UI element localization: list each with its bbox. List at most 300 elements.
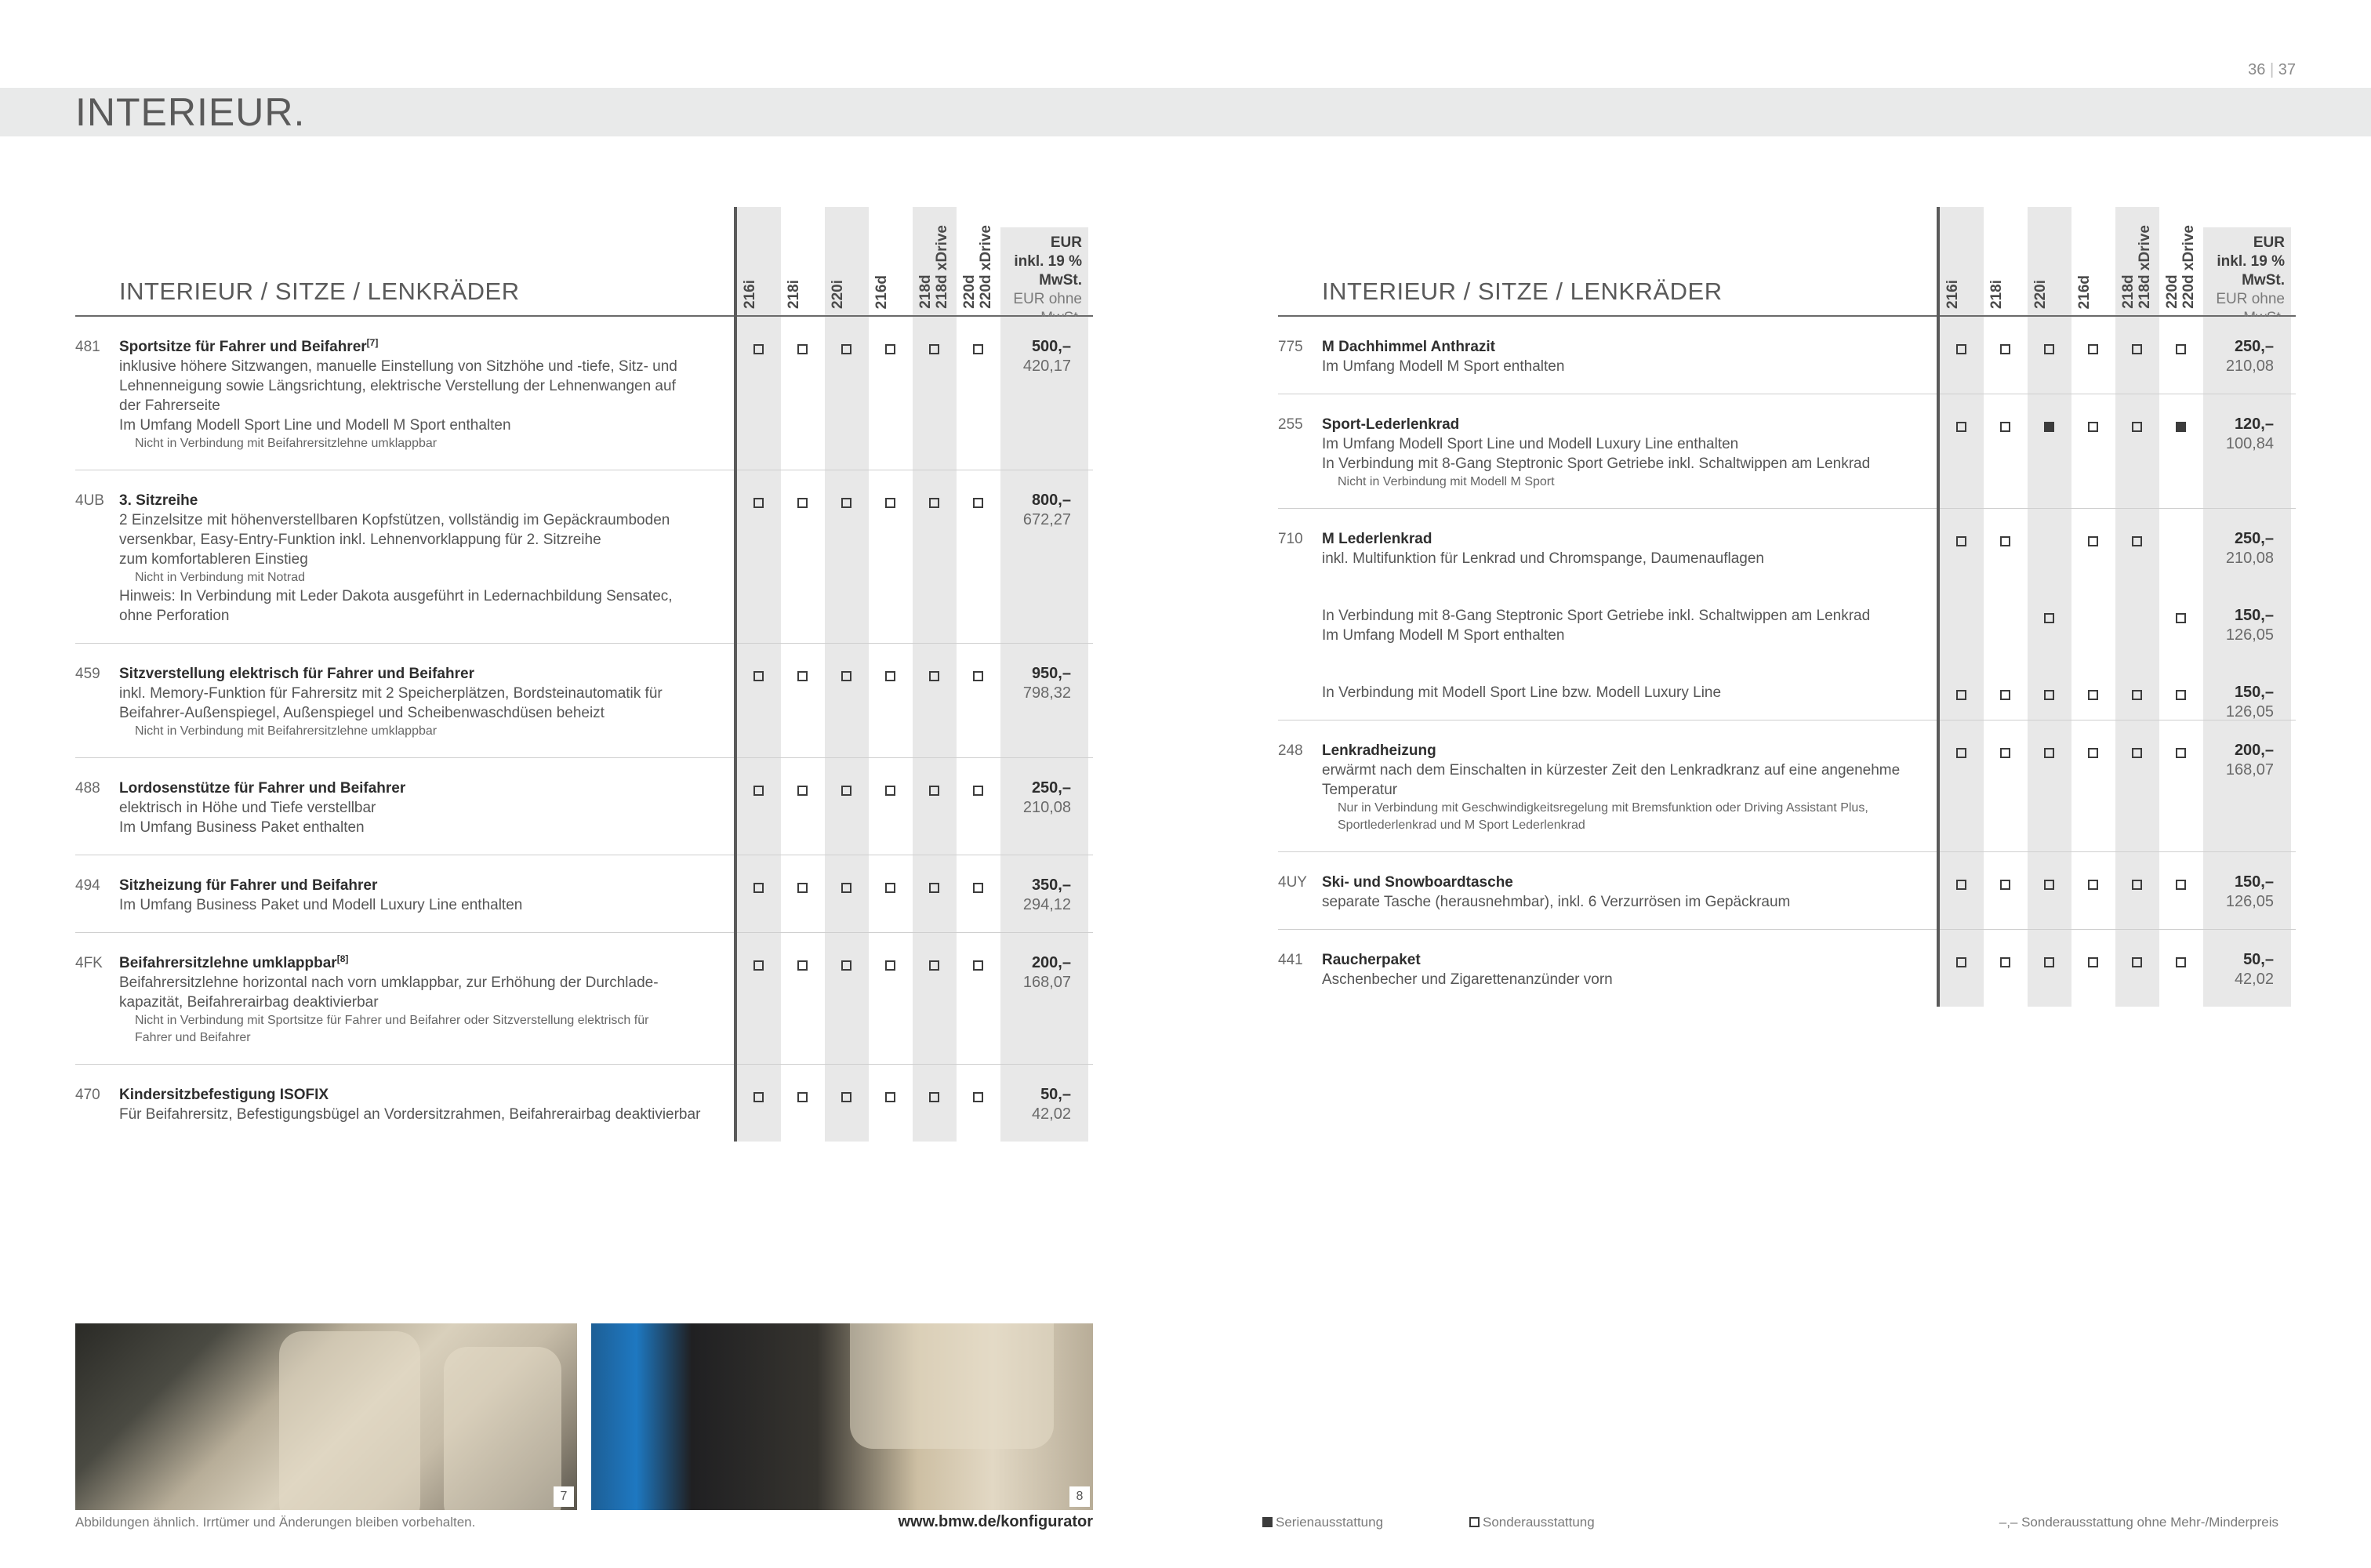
disclaimer: Abbildungen ähnlich. Irrtümer und Änderungen bleiben vorbehalten. [75,1515,476,1530]
column-header [1940,207,1984,315]
row-content [75,470,1093,643]
price-header-net: EUR ohne [1013,291,1082,307]
option-detail: inkl. Memory-Funktion für Fahrersitz mit 2 Speicherplätzen, Bordsteinautomatik für [119,685,663,702]
price-gross: 150,– [2234,873,2274,891]
optional-equipment-checkbox[interactable] [973,960,983,971]
optional-equipment-checkbox[interactable] [885,786,895,796]
table-row [1278,394,2296,509]
option-price [1000,876,1088,915]
table-row [75,758,1093,855]
option-description [1322,741,1933,834]
row-content [75,1065,1093,1142]
optional-equipment-checkbox[interactable] [797,344,808,354]
optional-equipment-checkbox[interactable] [841,671,851,681]
option-detail: inkl. Multifunktion für Lenkrad und Chromspange, Daumenauflagen [1322,550,1764,567]
option-name-line [1322,529,1933,549]
standard-equipment-mark [2176,422,2186,432]
price-net: 210,08 [1022,799,1071,816]
optional-equipment-checkbox[interactable] [753,671,764,681]
option-code: 710 [1278,531,1303,547]
optional-equipment-checkbox[interactable] [973,498,983,508]
option-price [1000,491,1088,530]
optional-equipment-checkbox[interactable] [753,344,764,354]
footnote-ref: [7] [366,336,379,348]
optional-equipment-checkbox[interactable] [2176,613,2186,623]
optional-equipment-checkbox[interactable] [2000,422,2010,432]
price-gross: 950,– [1031,665,1071,682]
optional-equipment-checkbox[interactable] [797,671,808,681]
option-price [1000,664,1088,703]
option-name-line [119,876,731,895]
option-price [1000,337,1088,376]
column-header [737,207,781,315]
optional-equipment-checkbox[interactable] [2000,957,2010,967]
option-name-line [119,1085,731,1105]
price-header-gross: EUR inkl. 19 % MwSt. [1014,234,1082,289]
option-name: Raucherpaket [1322,952,1421,968]
optional-equipment-checkbox[interactable] [885,1092,895,1102]
option-detail: Für Beifahrersitz, Befestigungsbügel an Vordersitzrahmen, Beifahrerairbag deaktivierbar [119,1106,701,1123]
column-header [2028,207,2071,315]
option-detail: Beifahrersitzlehne horizontal nach vorn umklappbar, zur Erhöhung der Durchlade- [119,975,659,991]
row-content [1278,586,2296,662]
option-code: 481 [75,339,100,355]
optional-equipment-checkbox[interactable] [2000,344,2010,354]
optional-equipment-checkbox[interactable] [2000,690,2010,700]
option-detail: inklusive höhere Sitzwangen, manuelle Einstellung von Sitzhöhe und -tiefe, Sitz- und [119,358,677,375]
optional-equipment-checkbox[interactable] [2176,690,2186,700]
option-name: Ski- und Snowboardtasche [1322,874,1513,891]
table-row [75,933,1093,1065]
option-code: 488 [75,780,100,797]
page-title: INTERIEUR. [75,90,306,134]
optional-equipment-checkbox[interactable] [929,671,939,681]
price-net: 42,02 [2234,971,2274,988]
page-numbers [2248,61,2296,79]
table-row [1278,509,2296,586]
column-header-label: 216i [742,280,758,309]
optional-equipment-checkbox[interactable] [797,883,808,893]
optional-equipment-checkbox[interactable] [885,671,895,681]
optional-equipment-checkbox[interactable] [1956,422,1966,432]
row-content [1278,317,2296,394]
optional-equipment-checkbox[interactable] [2132,748,2142,758]
column-header-label: 220i [2032,280,2049,309]
option-detail: In Verbindung mit 8-Gang Steptronic Sport Getriebe inkl. Schaltwippen am Lenkrad [1322,608,1871,624]
price-gross: 500,– [1031,338,1071,355]
optional-equipment-checkbox[interactable] [929,1092,939,1102]
optional-equipment-checkbox[interactable] [1956,344,1966,354]
option-detail: In Verbindung mit 8-Gang Steptronic Sport Getriebe inkl. Schaltwippen am Lenkrad [1322,456,1871,472]
price-gross: 250,– [2234,338,2274,355]
column-header [781,207,825,315]
option-price [1000,953,1088,993]
footnote-ref: [8] [336,953,349,964]
price-gross: 50,– [2243,951,2274,968]
optional-equipment-checkbox[interactable] [2044,957,2054,967]
optional-equipment-checkbox[interactable] [2132,957,2142,967]
column-header [2159,207,2203,315]
page-number-left: 36 [2248,61,2266,78]
option-description [119,337,731,452]
optional-equipment-checkbox[interactable] [973,344,983,354]
option-description [1322,415,1933,491]
option-name: Lordosenstütze für Fahrer und Beifahrer [119,780,406,797]
row-content [1278,852,2296,929]
table-row [75,1065,1093,1142]
seat-shape [850,1323,1054,1449]
page-number-separator: | [2269,61,2275,78]
option-price [2203,741,2291,780]
table-row [1278,852,2296,930]
optional-equipment-checkbox[interactable] [2044,748,2054,758]
optional-equipment-checkbox[interactable] [753,960,764,971]
column-header-label: 216i [1944,280,1961,309]
price-net: 210,08 [2225,550,2274,567]
price-net: 168,07 [2225,761,2274,779]
option-detail: Lehnenneigung sowie Längsrichtung, elektrische Verstellung der Lehnenwangen auf [119,378,676,394]
price-net: 420,17 [1022,358,1071,375]
option-description [1322,873,1933,912]
optional-equipment-checkbox[interactable] [929,344,939,354]
option-name-line [1322,741,1933,760]
row-content [1278,394,2296,508]
price-gross: 250,– [1031,779,1071,797]
optional-equipment-checkbox[interactable] [753,1092,764,1102]
optional-equipment-checkbox[interactable] [841,344,851,354]
price-net: 126,05 [2225,703,2274,720]
standard-equipment-mark [2044,422,2054,432]
optional-equipment-checkbox[interactable] [2132,344,2142,354]
optional-equipment-checkbox[interactable] [1956,957,1966,967]
optional-equipment-checkbox[interactable] [2132,880,2142,890]
optional-equipment-checkbox[interactable] [841,960,851,971]
option-name: Beifahrersitzlehne umklappbar [119,955,337,971]
row-content [1278,720,2296,851]
option-note: Fahrer und Beifahrer [135,1031,251,1044]
table-row [1278,317,2296,394]
footer-note: –,– Sonderausstattung ohne Mehr-/Minderpreis [1999,1515,2278,1530]
option-price [2203,337,2291,376]
option-name: M Lederlenkrad [1322,531,1432,547]
optional-equipment-checkbox[interactable] [797,1092,808,1102]
optional-equipment-checkbox[interactable] [973,1092,983,1102]
option-description [1322,606,1933,645]
option-price [1000,779,1088,818]
column-header-label: 216d [873,274,890,309]
option-code: 248 [1278,742,1303,759]
price-net: 672,27 [1022,511,1071,528]
optional-equipment-checkbox[interactable] [1956,748,1966,758]
price-net: 42,02 [1031,1105,1071,1123]
option-description [119,1085,731,1124]
optional-equipment-checkbox[interactable] [797,786,808,796]
option-name-line [119,953,731,973]
price-net: 100,84 [2225,435,2274,452]
optional-equipment-checkbox[interactable] [2132,690,2142,700]
optional-equipment-checkbox[interactable] [2044,613,2054,623]
configurator-link[interactable]: www.bmw.de/konfigurator [898,1513,1093,1530]
option-name: 3. Sitzreihe [119,492,198,509]
price-net: 210,08 [2225,358,2274,375]
row-content [1278,509,2296,586]
option-detail: Im Umfang Modell M Sport enthalten [1322,627,1565,644]
filled-square-icon [1262,1517,1273,1527]
interior-photo-seats [75,1323,577,1510]
price-net: 294,12 [1022,896,1071,913]
column-header [869,207,913,315]
table-row [1278,930,2296,1007]
price-net: 126,05 [2225,626,2274,644]
table-row [75,644,1093,758]
option-note: Nicht in Verbindung mit Beifahrersitzlehne umklappbar [135,437,438,450]
price-header [1000,227,1088,315]
option-code: 459 [75,666,100,682]
table-row [1278,586,2296,662]
table-body [1278,317,2296,1007]
legend-standard [1262,1515,1383,1530]
option-code: 441 [1278,952,1303,968]
option-detail: der Fahrerseite [119,397,220,414]
column-header-label: 218d 218d xDrive [2120,225,2153,309]
column-header-label: 218i [786,280,802,309]
legend-optional [1469,1515,1595,1530]
optional-equipment-checkbox[interactable] [2000,748,2010,758]
option-name-line [1322,873,1933,892]
option-detail: Beifahrer-Außenspiegel, Außenspiegel und Scheibenwaschdüsen beheizt [119,705,605,721]
option-detail: Hinweis: In Verbindung mit Leder Dakota ausgeführt in Ledernachbildung Sensatec, [119,588,673,604]
optional-equipment-checkbox[interactable] [753,498,764,508]
price-gross: 50,– [1040,1086,1071,1103]
optional-equipment-checkbox[interactable] [797,960,808,971]
optional-equipment-checkbox[interactable] [2176,344,2186,354]
table-row [1278,662,2296,720]
option-code: 775 [1278,339,1303,355]
table-row [75,317,1093,470]
optional-equipment-checkbox[interactable] [2132,536,2142,546]
option-price [2203,873,2291,912]
option-code: 470 [75,1087,100,1103]
option-note: Sportlederlenkrad und M Sport Lederlenkrad [1338,818,1585,832]
column-header [2071,207,2115,315]
option-detail: erwärmt nach dem Einschalten in kürzester Zeit den Lenkradkranz auf eine angenehme [1322,762,1901,779]
price-gross: 200,– [1031,954,1071,971]
optional-equipment-checkbox[interactable] [929,960,939,971]
price-net: 126,05 [2225,893,2274,910]
option-code: 255 [1278,416,1303,433]
photo-badge: 8 [1069,1486,1090,1507]
price-gross: 800,– [1031,492,1071,509]
option-name: M Dachhimmel Anthrazit [1322,339,1495,355]
options-table-right [1278,207,2296,1007]
option-detail: 2 Einzelsitze mit höhenverstellbaren Kopfstützen, vollständig im Gepäckraumboden [119,512,670,528]
optional-equipment-checkbox[interactable] [841,786,851,796]
option-detail: Im Umfang Modell Sport Line und Modell Luxury Line enthalten [1322,436,1739,452]
table-row [75,855,1093,933]
table-body [75,317,1093,1142]
optional-equipment-checkbox[interactable] [2176,748,2186,758]
title-bar [0,88,2371,136]
optional-equipment-checkbox[interactable] [2176,957,2186,967]
optional-equipment-checkbox[interactable] [753,786,764,796]
open-square-icon [1469,1517,1480,1527]
table-separator [734,207,737,1142]
option-description [1322,337,1933,376]
row-content [75,933,1093,1064]
option-name-line [1322,950,1933,970]
option-detail: ohne Perforation [119,608,230,624]
optional-equipment-checkbox[interactable] [1956,690,1966,700]
option-description [119,953,731,1047]
optional-equipment-checkbox[interactable] [973,786,983,796]
optional-equipment-checkbox[interactable] [885,498,895,508]
column-header-label: 220i [830,280,846,309]
row-content [75,855,1093,932]
price-header-net: EUR ohne [2216,291,2285,307]
column-header [1984,207,2028,315]
option-note: Nicht in Verbindung mit Beifahrersitzlehne umklappbar [135,724,438,738]
optional-equipment-checkbox[interactable] [2132,422,2142,432]
optional-equipment-checkbox[interactable] [2088,536,2098,546]
optional-equipment-checkbox[interactable] [973,671,983,681]
price-gross: 350,– [1031,877,1071,894]
seat-shape [279,1331,420,1510]
column-header [2115,207,2159,315]
option-name-line [1322,337,1933,357]
price-net: 168,07 [1022,974,1071,991]
option-description [119,876,731,915]
option-price [1000,1085,1088,1124]
option-detail: versenkbar, Easy-Entry-Funktion inkl. Lehnenvorklappung für 2. Sitzreihe [119,532,601,548]
optional-equipment-checkbox[interactable] [2000,536,2010,546]
optional-equipment-checkbox[interactable] [2044,880,2054,890]
optional-equipment-checkbox[interactable] [753,883,764,893]
optional-equipment-checkbox[interactable] [2044,690,2054,700]
option-code: 4FK [75,955,103,971]
column-header [913,207,957,315]
option-detail: Temperatur [1322,782,1398,798]
options-table-left [75,207,1093,1142]
price-net: 798,32 [1022,684,1071,702]
option-name: Sportsitze für Fahrer und Beifahrer [119,339,367,355]
optional-equipment-checkbox[interactable] [2088,690,2098,700]
option-name: Lenkradheizung [1322,742,1436,759]
table-header [75,207,1093,317]
table-row [75,470,1093,644]
option-detail: elektrisch in Höhe und Tiefe verstellbar [119,800,376,816]
option-code: 4UB [75,492,104,509]
optional-equipment-checkbox[interactable] [2088,880,2098,890]
option-price [2203,950,2291,989]
price-gross: 200,– [2234,742,2274,759]
option-note: Nicht in Verbindung mit Notrad [135,571,305,584]
optional-equipment-checkbox[interactable] [885,883,895,893]
optional-equipment-checkbox[interactable] [2088,957,2098,967]
row-content [75,758,1093,855]
option-description [119,491,731,626]
option-detail: In Verbindung mit Modell Sport Line bzw. Modell Luxury Line [1322,684,1722,701]
optional-equipment-checkbox[interactable] [2088,748,2098,758]
column-header-label: 216d [2076,274,2093,309]
optional-equipment-checkbox[interactable] [929,786,939,796]
column-header-label: 218i [1988,280,2005,309]
optional-equipment-checkbox[interactable] [2176,880,2186,890]
price-gross: 120,– [2234,416,2274,433]
option-note: Nicht in Verbindung mit Modell M Sport [1338,475,1555,488]
optional-equipment-checkbox[interactable] [1956,880,1966,890]
price-gross: 150,– [2234,684,2274,701]
option-note: Nicht in Verbindung mit Sportsitze für Fahrer und Beifahrer oder Sitzverstellung elektrisch für [135,1014,649,1027]
optional-equipment-checkbox[interactable] [2088,422,2098,432]
optional-equipment-checkbox[interactable] [841,1092,851,1102]
option-price [2203,606,2291,645]
option-description [1322,950,1933,989]
row-content [75,317,1093,470]
option-name-line [119,779,731,798]
option-description [119,779,731,837]
option-detail: Im Umfang Business Paket und Modell Luxury Line enthalten [119,897,523,913]
legend-optional-label: Sonderausstattung [1483,1515,1595,1530]
table-row [1278,720,2296,852]
optional-equipment-checkbox[interactable] [797,498,808,508]
option-name-line [119,337,731,357]
row-content [1278,930,2296,1007]
column-header [825,207,869,315]
option-name-line [119,491,731,510]
optional-equipment-checkbox[interactable] [973,883,983,893]
optional-equipment-checkbox[interactable] [1956,536,1966,546]
optional-equipment-checkbox[interactable] [841,883,851,893]
legend-standard-label: Serienausstattung [1276,1515,1384,1530]
option-detail: Im Umfang Modell Sport Line und Modell M Sport enthalten [119,417,511,434]
price-gross: 150,– [2234,607,2274,624]
optional-equipment-checkbox[interactable] [2088,344,2098,354]
column-header-label: 220d 220d xDrive [961,225,994,309]
optional-equipment-checkbox[interactable] [885,960,895,971]
row-content [1278,662,2296,720]
option-description [1322,529,1933,568]
option-name-line [119,664,731,684]
option-note: Nur in Verbindung mit Geschwindigkeitsregelung mit Bremsfunktion oder Driving Assistant Plus, [1338,801,1868,815]
option-name: Kindersitzbefestigung ISOFIX [119,1087,329,1103]
option-detail: Im Umfang Modell M Sport enthalten [1322,358,1565,375]
optional-equipment-checkbox[interactable] [885,344,895,354]
optional-equipment-checkbox[interactable] [929,498,939,508]
price-header-gross: EUR inkl. 19 % MwSt. [2217,234,2285,289]
option-detail: separate Tasche (herausnehmbar), inkl. 6 Verzurrösen im Gepäckraum [1322,894,1791,910]
option-code: 4UY [1278,874,1307,891]
option-code: 494 [75,877,100,894]
photo-badge: 7 [554,1486,574,1507]
option-price [2203,415,2291,454]
table-header [1278,207,2296,317]
seat-shape [444,1347,561,1510]
option-description [1322,683,1933,702]
section-title: INTERIEUR / SITZE / LENKRÄDER [119,278,520,305]
optional-equipment-checkbox[interactable] [2044,344,2054,354]
option-description [119,664,731,740]
option-price [2203,683,2291,722]
row-content [75,644,1093,757]
option-detail: Aschenbecher und Zigarettenanzünder vorn [1322,971,1613,988]
optional-equipment-checkbox[interactable] [2000,880,2010,890]
table-separator [1937,207,1940,1007]
optional-equipment-checkbox[interactable] [841,498,851,508]
option-detail: zum komfortableren Einstieg [119,551,308,568]
price-header [2203,227,2291,315]
option-price [2203,529,2291,568]
optional-equipment-checkbox[interactable] [929,883,939,893]
